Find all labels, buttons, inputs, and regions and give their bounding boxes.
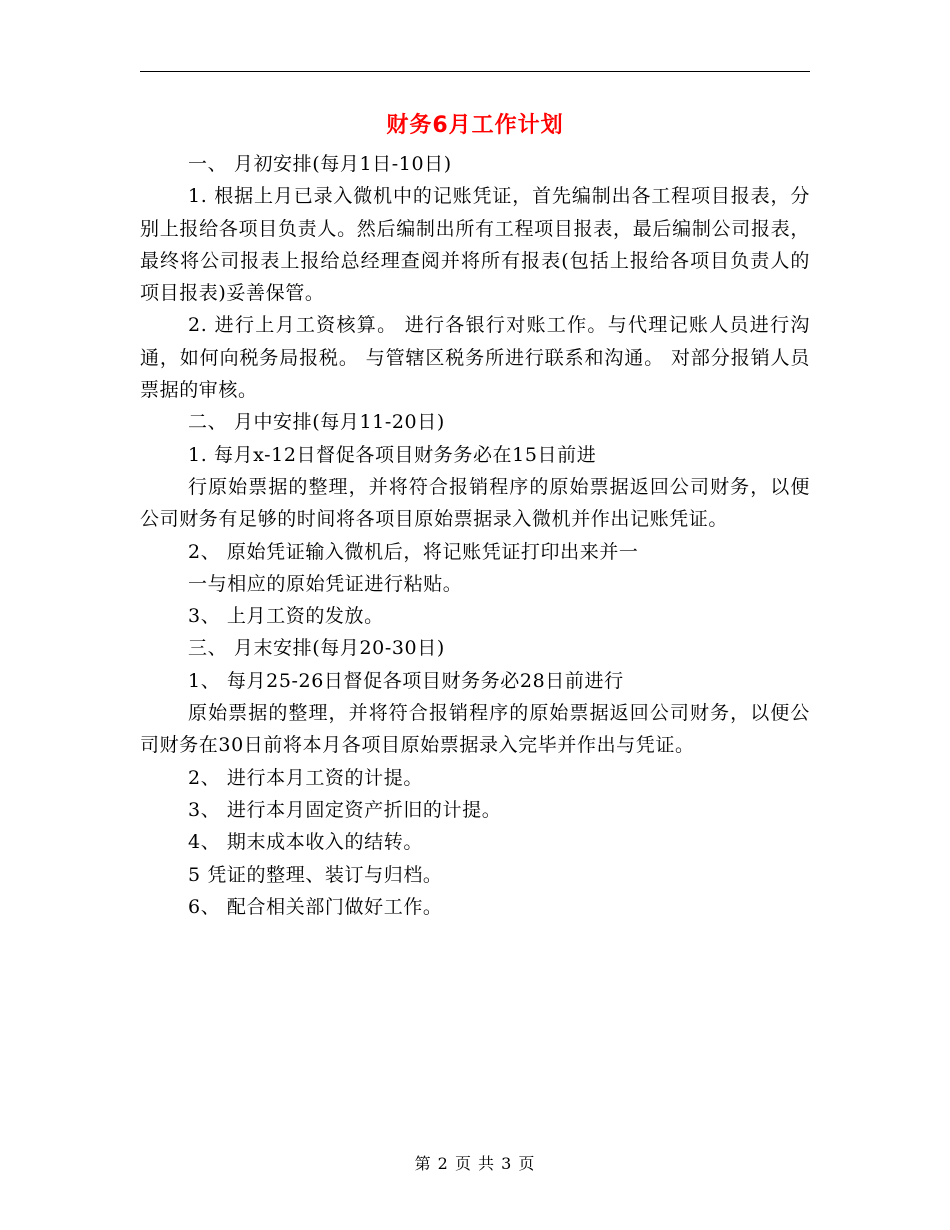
paragraph: 5 凭证的整理、装订与归档。: [188, 863, 443, 886]
paragraph: 1. 根据上月已录入微机中的记账凭证，首先编制出各工程项目报表，分别上报给各项目负责人。然后编制出所有工程项目报表，最后编制公司报表，最终将公司报表上报给总经理查阅并将所有报表(包括上报给各项目负责人的项目报表)妥善保管。: [140, 185, 810, 305]
document-body: [140, 148, 810, 923]
page-number-footer: 第 2 页 共 3 页: [414, 1154, 536, 1173]
header-rule: [140, 71, 810, 72]
document-title: 财务6月工作计划: [386, 113, 564, 138]
paragraph: 2、 进行本月工资的计提。: [188, 766, 423, 789]
section-heading-early-month: 一、 月初安排(每月1日-10日): [188, 153, 452, 175]
section-heading-mid-month: 二、 月中安排(每月11-20日): [188, 411, 445, 434]
paragraph: 3、 上月工资的发放。: [188, 605, 384, 628]
paragraph: 2、 原始凭证输入微机后，将记账凭证打印出来并一: [188, 540, 639, 563]
paragraph: 3、 进行本月固定资产折旧的计提。: [188, 798, 502, 821]
paragraph: 6、 配合相关部门做好工作。: [188, 895, 443, 918]
paragraph: 4、 期末成本收入的结转。: [188, 831, 423, 854]
paragraph: 行原始票据的整理，并将符合报销程序的原始票据返回公司财务，以便公司财务有足够的时间将各项目原始票据录入微机并作出记账凭证。: [140, 475, 810, 531]
paragraph: 1、 每月25-26日督促各项目财务务必28日前进行: [188, 669, 624, 692]
paragraph: 原始票据的整理，并将符合报销程序的原始票据返回公司财务，以便公司财务在30日前将本月各项目原始票据录入完毕并作出与凭证。: [140, 702, 810, 757]
paragraph: 2. 进行上月工资核算。 进行各银行对账工作。与代理记账人员进行沟通，如何向税务局报税。 与管辖区税务所进行联系和沟通。 对部分报销人员票据的审核。: [140, 314, 810, 402]
section-heading-end-month: 三、 月末安排(每月20-30日): [188, 637, 445, 660]
paragraph: 一与相应的原始凭证进行粘贴。: [188, 572, 463, 595]
paragraph: 1. 每月x-12日督促各项目财务务必在15日前进: [188, 443, 597, 466]
